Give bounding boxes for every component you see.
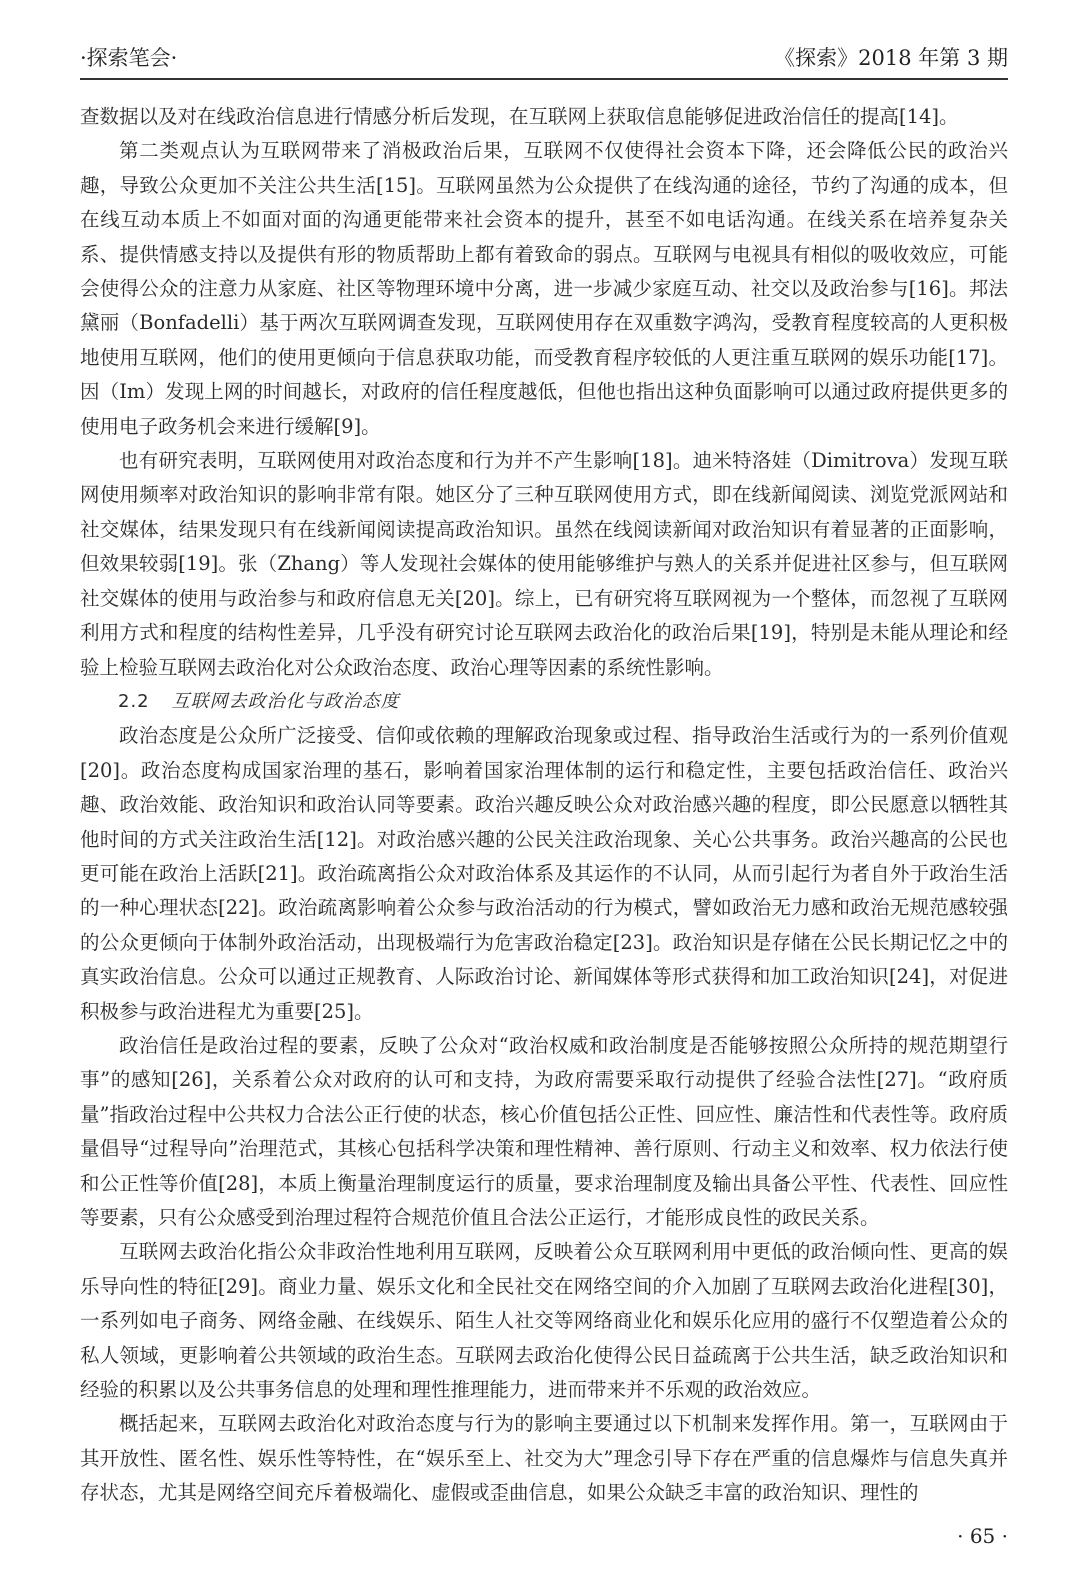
paragraph-negative-effects: 第二类观点认为互联网带来了消极政治后果，互联网不仅使得社会资本下降，还会降低公民的政治兴趣，导致公众更加不关注公共生活[15]。互联网虽然为公众提供了在线沟通的途径，节约了沟通的成本，但在线互动本质上不如面对面的沟通更能带来社会资本的提升，甚至不如电话沟通。在线关系在培养复杂关系、提供情感支持以及提供有形的物质帮助上都有着致命的弱点。互联网与电视具有相似的吸收效应，可能会使得公众的注意力从家庭、社区等物理环境中分离，进一步减少家庭互动、社交以及政治参与[16]。邦法黛丽（Bonfadelli）基于两次互联网调查发现，互联网使用存在双重数字鸿沟，受教育程度较高的人更积极地使用互联网，他们的使用更倾向于信息获取功能，而受教育程序较低的人更注重互联网的娱乐功能[17]。因（Im）发现上网的时间越长，对政府的信任程度越低，但他也指出这种负面影响可以通过政府提供更多的使用电子政务机会来进行缓解[9]。 (80, 139, 1008, 438)
header-rule (80, 78, 1008, 80)
paragraph-depoliticization: 互联网去政治化指公众非政治性地利用互联网，反映着公众互联网利用中更低的政治倾向性、更高的娱乐导向性的特征[29]。商业力量、娱乐文化和全民社交在网络空间的介入加剧了互联网去政治化进程[30]，一系列如电子商务、网络金融、在线娱乐、陌生人社交等网络商业化和娱乐化应用的盛行不仅塑造着公众的私人领域，更影响着公共领域的政治生态。互联网去政治化使得公民日益疏离于公共生活，缺乏政治知识和经验的积累以及公共事务信息的处理和理性推理能力，进而带来并不乐观的政治效应。 (80, 1240, 1008, 1402)
section-heading (80, 685, 1008, 719)
article-body (80, 100, 1008, 1511)
header-column-name: ·探索笔会· (80, 46, 178, 70)
paragraph-mechanisms: 概括起来，互联网去政治化对政治态度与行为的影响主要通过以下机制来发挥作用。第一，互联网由于其开放性、匿名性、娱乐性等特性，在“娱乐至上、社交为大”理念引导下存在严重的信息爆炸与信息失真并存状态，尤其是网络空间充斥着极端化、虚假或歪曲信息，如果公众缺乏丰富的政治知识、理性的 (80, 1412, 1008, 1505)
section-title: 互联网去政治化与政治态度 (171, 690, 400, 712)
header-journal-issue: 《探索》2018 年第 3 期 (774, 46, 1008, 70)
section-number: 2.2 (118, 690, 150, 712)
paragraph-no-effect: 也有研究表明，互联网使用对政治态度和行为并不产生影响[18]。迪米特洛娃（Dimitrova）发现互联网使用频率对政治知识的影响非常有限。她区分了三种互联网使用方式，即在线新闻阅读、浏览党派网站和社交媒体，结果发现只有在线新闻阅读提高政治知识。虽然在线阅读新闻对政治知识有着显著的正面影响，但效果较弱[19]。张（Zhang）等人发现社会媒体的使用能够维护与熟人的关系并促进社区参与，但互联网社交媒体的使用与政治参与和政府信息无关[20]。综上，已有研究将互联网视为一个整体，而忽视了互联网利用方式和程度的结构性差异，几乎没有研究讨论互联网去政治化的政治后果[19]，特别是未能从理论和经验上检验互联网去政治化对公众政治态度、政治心理等因素的系统性影响。 (80, 449, 1008, 679)
paragraph-political-attitude: 政治态度是公众所广泛接受、信仰或依赖的理解政治现象或过程、指导政治生活或行为的一系列价值观[20]。政治态度构成国家治理的基石，影响着国家治理体制的运行和稳定性，主要包括政治信任、政治兴趣、政治效能、政治知识和政治认同等要素。政治兴趣反映公众对政治感兴趣的程度，即公民愿意以牺牲其他时间的方式关注政治生活[12]。对政治感兴趣的公民关注政治现象、关心公共事务。政治兴趣高的公民也更可能在政治上活跃[21]。政治疏离指公众对政治体系及其运作的不认同，从而引起行为者自外于政治生活的一种心理状态[22]。政治疏离影响着公众参与政治活动的行为模式，譬如政治无力感和政治无规范感较强的公众更倾向于体制外政治活动，出现极端行为危害政治稳定[23]。政治知识是存储在公民长期记忆之中的真实政治信息。公众可以通过正规教育、人际政治讨论、新闻媒体等形式获得和加工政治知识[24]，对促进积极参与政治进程尤为重要[25]。 (80, 724, 1008, 1023)
paragraph-political-trust: 政治信任是政治过程的要素，反映了公众对“政治权威和政治制度是否能够按照公众所持的规范期望行事”的感知[26]，关系着公众对政府的认可和支持，为政府需要采取行动提供了经验合法性[27]。“政府质量”指政治过程中公共权力合法公正行使的状态，核心价值包括公正性、回应性、廉洁性和代表性等。政府质量倡导“过程导向”治理范式，其核心包括科学决策和理性精神、善行原则、行动主义和效率、权力依法行使和公正性等价值[28]，本质上衡量治理制度运行的质量，要求治理制度及输出具备公平性、代表性、回应性等要素，只有公众感受到治理过程符合规范价值且合法公正运行，才能形成良性的政民关系。 (80, 1033, 1008, 1229)
running-header (80, 38, 1008, 72)
page-number: · 65 · (957, 1524, 1008, 1548)
paragraph-continued: 查数据以及对在线政治信息进行情感分析后发现，在互联网上获取信息能够促进政治信任的提高[14]。 (80, 105, 959, 128)
